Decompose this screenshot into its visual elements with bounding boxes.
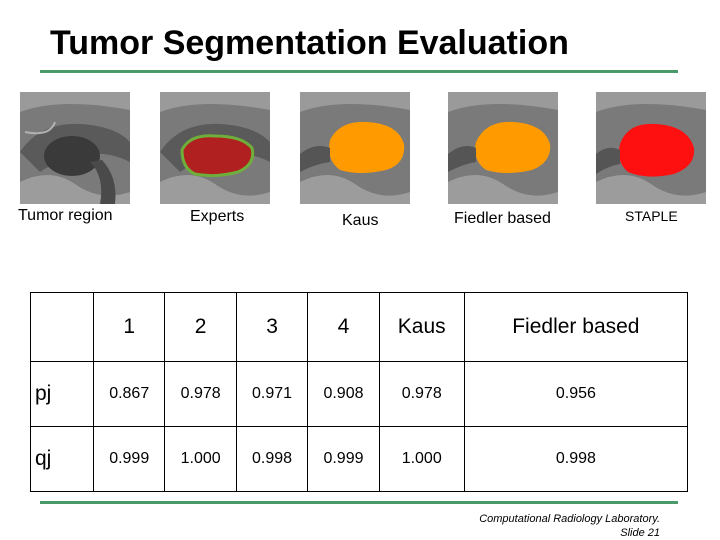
table-cell: 1.000: [165, 427, 236, 492]
table-cell: 0.999: [308, 427, 379, 492]
header-cell-4: 4: [308, 293, 379, 362]
table-cell: 0.998: [464, 427, 687, 492]
table-cell: 0.999: [94, 427, 165, 492]
bottom-divider: [40, 501, 678, 504]
header-cell-3: 3: [236, 293, 307, 362]
table-row: [31, 427, 688, 492]
table-cell: 1.000: [379, 427, 464, 492]
footer-slide-number: Slide 21: [620, 527, 660, 539]
caption-fiedler: Fiedler based: [454, 210, 551, 227]
caption-experts: Experts: [190, 208, 245, 225]
footer-lab: Computational Radiology Laboratory.: [479, 513, 660, 525]
mri-image-experts: [160, 92, 270, 204]
mri-image-staple: [596, 92, 706, 204]
header-cell-1: 1: [94, 293, 165, 362]
mri-image-tumor-region: [20, 92, 130, 204]
table-cell: 0.998: [236, 427, 307, 492]
caption-staple: STAPLE: [625, 208, 678, 224]
table-row: [31, 362, 688, 427]
caption-kaus: Kaus: [342, 212, 379, 229]
caption-tumor-region: Tumor region: [18, 207, 113, 224]
footer-credit: [420, 512, 660, 540]
table-header-row: [31, 293, 688, 362]
table-cell: 0.978: [379, 362, 464, 427]
row-label-pj: pj: [31, 362, 94, 427]
mri-image-fiedler: [448, 92, 558, 204]
header-cell-empty: [31, 293, 94, 362]
top-divider: [40, 70, 678, 73]
table-cell: 0.956: [464, 362, 687, 427]
header-cell-2: 2: [165, 293, 236, 362]
slide-title: Tumor Segmentation Evaluation: [50, 24, 569, 62]
experts-overlay: [182, 136, 253, 176]
mri-image-kaus: [300, 92, 410, 204]
table-cell: 0.971: [236, 362, 307, 427]
header-cell-fiedler: Fiedler based: [464, 293, 687, 362]
table-cell: 0.867: [94, 362, 165, 427]
table-cell: 0.978: [165, 362, 236, 427]
header-cell-kaus: Kaus: [379, 293, 464, 362]
table-cell: 0.908: [308, 362, 379, 427]
results-table: [30, 292, 688, 492]
row-label-qj: qj: [31, 427, 94, 492]
